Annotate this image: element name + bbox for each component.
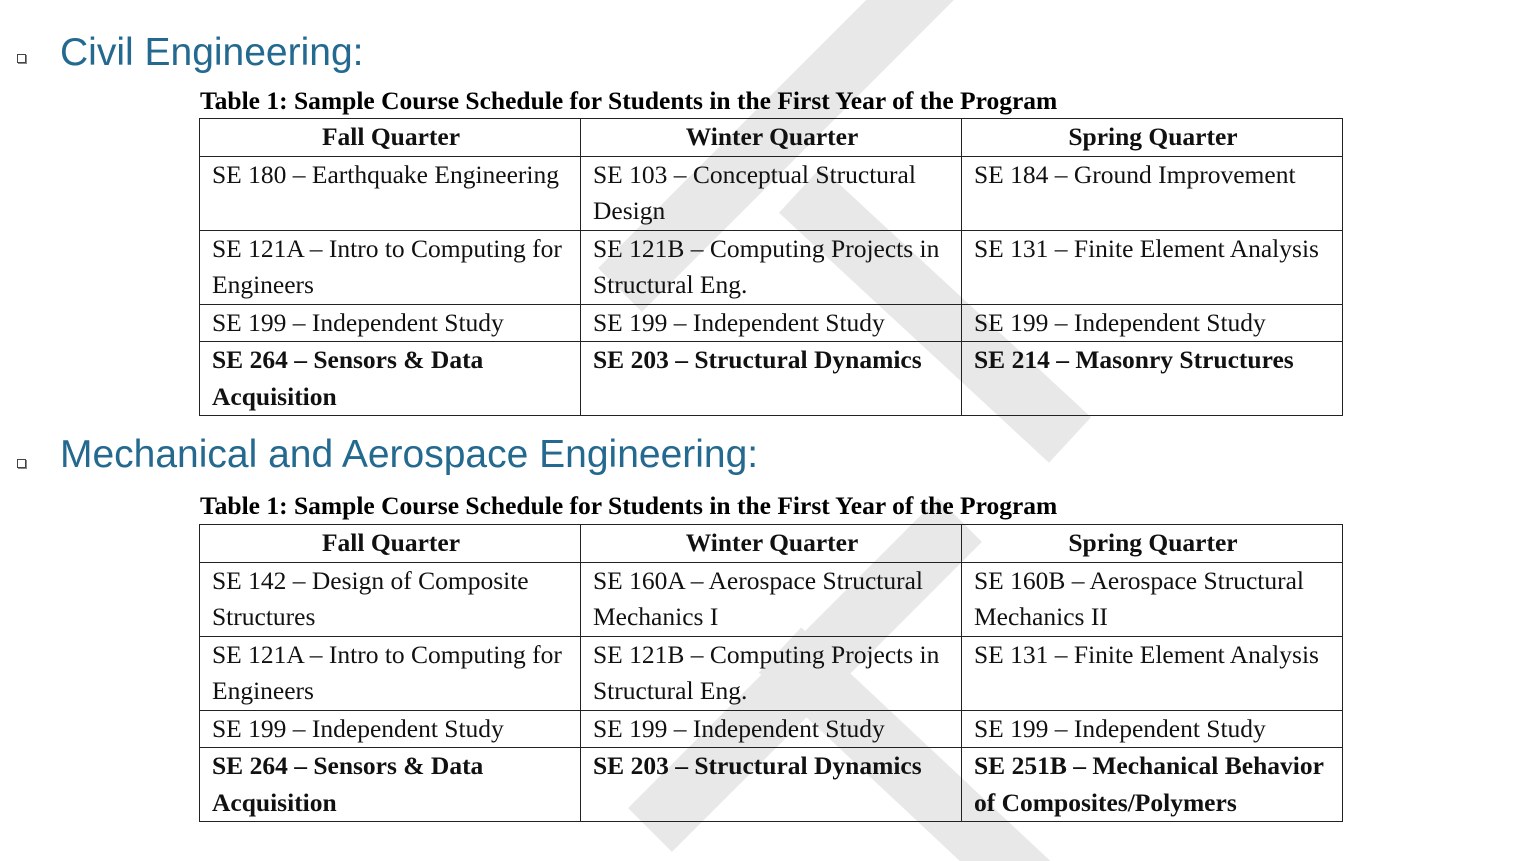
course-cell-graduate: SE 251B – Mechanical Behavior of Composites/Polymers xyxy=(962,748,1343,822)
course-cell: SE 199 – Independent Study xyxy=(200,304,581,342)
course-cell-graduate: SE 264 – Sensors & Data Acquisition xyxy=(200,342,581,416)
course-cell: SE 121B – Computing Projects in Structural Eng. xyxy=(581,230,962,304)
table-header-row xyxy=(200,119,1343,157)
course-cell: SE 103 – Conceptual Structural Design xyxy=(581,156,962,230)
course-cell-graduate: SE 203 – Structural Dynamics xyxy=(581,342,962,416)
course-cell-graduate: SE 214 – Masonry Structures xyxy=(962,342,1343,416)
course-cell: SE 199 – Independent Study xyxy=(581,710,962,748)
course-cell: SE 121B – Computing Projects in Structural Eng. xyxy=(581,636,962,710)
course-cell: SE 121A – Intro to Computing for Engineers xyxy=(200,636,581,710)
course-cell: SE 199 – Independent Study xyxy=(962,710,1343,748)
course-cell-graduate: SE 203 – Structural Dynamics xyxy=(581,748,962,822)
table-row xyxy=(200,156,1343,230)
table-caption: Table 1: Sample Course Schedule for Students in the First Year of the Program xyxy=(200,491,1058,520)
table-row xyxy=(200,304,1343,342)
course-cell: SE 121A – Intro to Computing for Engineers xyxy=(200,230,581,304)
course-schedule-table xyxy=(199,524,1343,822)
column-header-winter: Winter Quarter xyxy=(581,119,962,157)
square-bullet-icon xyxy=(17,459,26,468)
course-cell: SE 131 – Finite Element Analysis xyxy=(962,230,1343,304)
table-row-graduate xyxy=(200,748,1343,822)
square-bullet-icon xyxy=(17,54,26,63)
column-header-spring: Spring Quarter xyxy=(962,119,1343,157)
course-cell: SE 142 – Design of Composite Structures xyxy=(200,562,581,636)
column-header-fall: Fall Quarter xyxy=(200,119,581,157)
course-cell: SE 199 – Independent Study xyxy=(200,710,581,748)
column-header-winter: Winter Quarter xyxy=(581,525,962,563)
course-schedule-table xyxy=(199,118,1343,416)
course-cell: SE 199 – Independent Study xyxy=(962,304,1343,342)
table-row xyxy=(200,636,1343,710)
course-cell: SE 184 – Ground Improvement xyxy=(962,156,1343,230)
table-row xyxy=(200,562,1343,636)
table-row-graduate xyxy=(200,342,1343,416)
course-cell: SE 131 – Finite Element Analysis xyxy=(962,636,1343,710)
course-cell: SE 160B – Aerospace Structural Mechanics II xyxy=(962,562,1343,636)
course-cell: SE 180 – Earthquake Engineering xyxy=(200,156,581,230)
column-header-spring: Spring Quarter xyxy=(962,525,1343,563)
table-header-row xyxy=(200,525,1343,563)
table-row xyxy=(200,710,1343,748)
course-cell-graduate: SE 264 – Sensors & Data Acquisition xyxy=(200,748,581,822)
course-cell: SE 160A – Aerospace Structural Mechanics I xyxy=(581,562,962,636)
column-header-fall: Fall Quarter xyxy=(200,525,581,563)
course-cell: SE 199 – Independent Study xyxy=(581,304,962,342)
table-row xyxy=(200,230,1343,304)
section-heading: Mechanical and Aerospace Engineering: xyxy=(60,433,759,476)
section-heading: Civil Engineering: xyxy=(60,31,364,74)
table-caption: Table 1: Sample Course Schedule for Students in the First Year of the Program xyxy=(200,86,1058,115)
